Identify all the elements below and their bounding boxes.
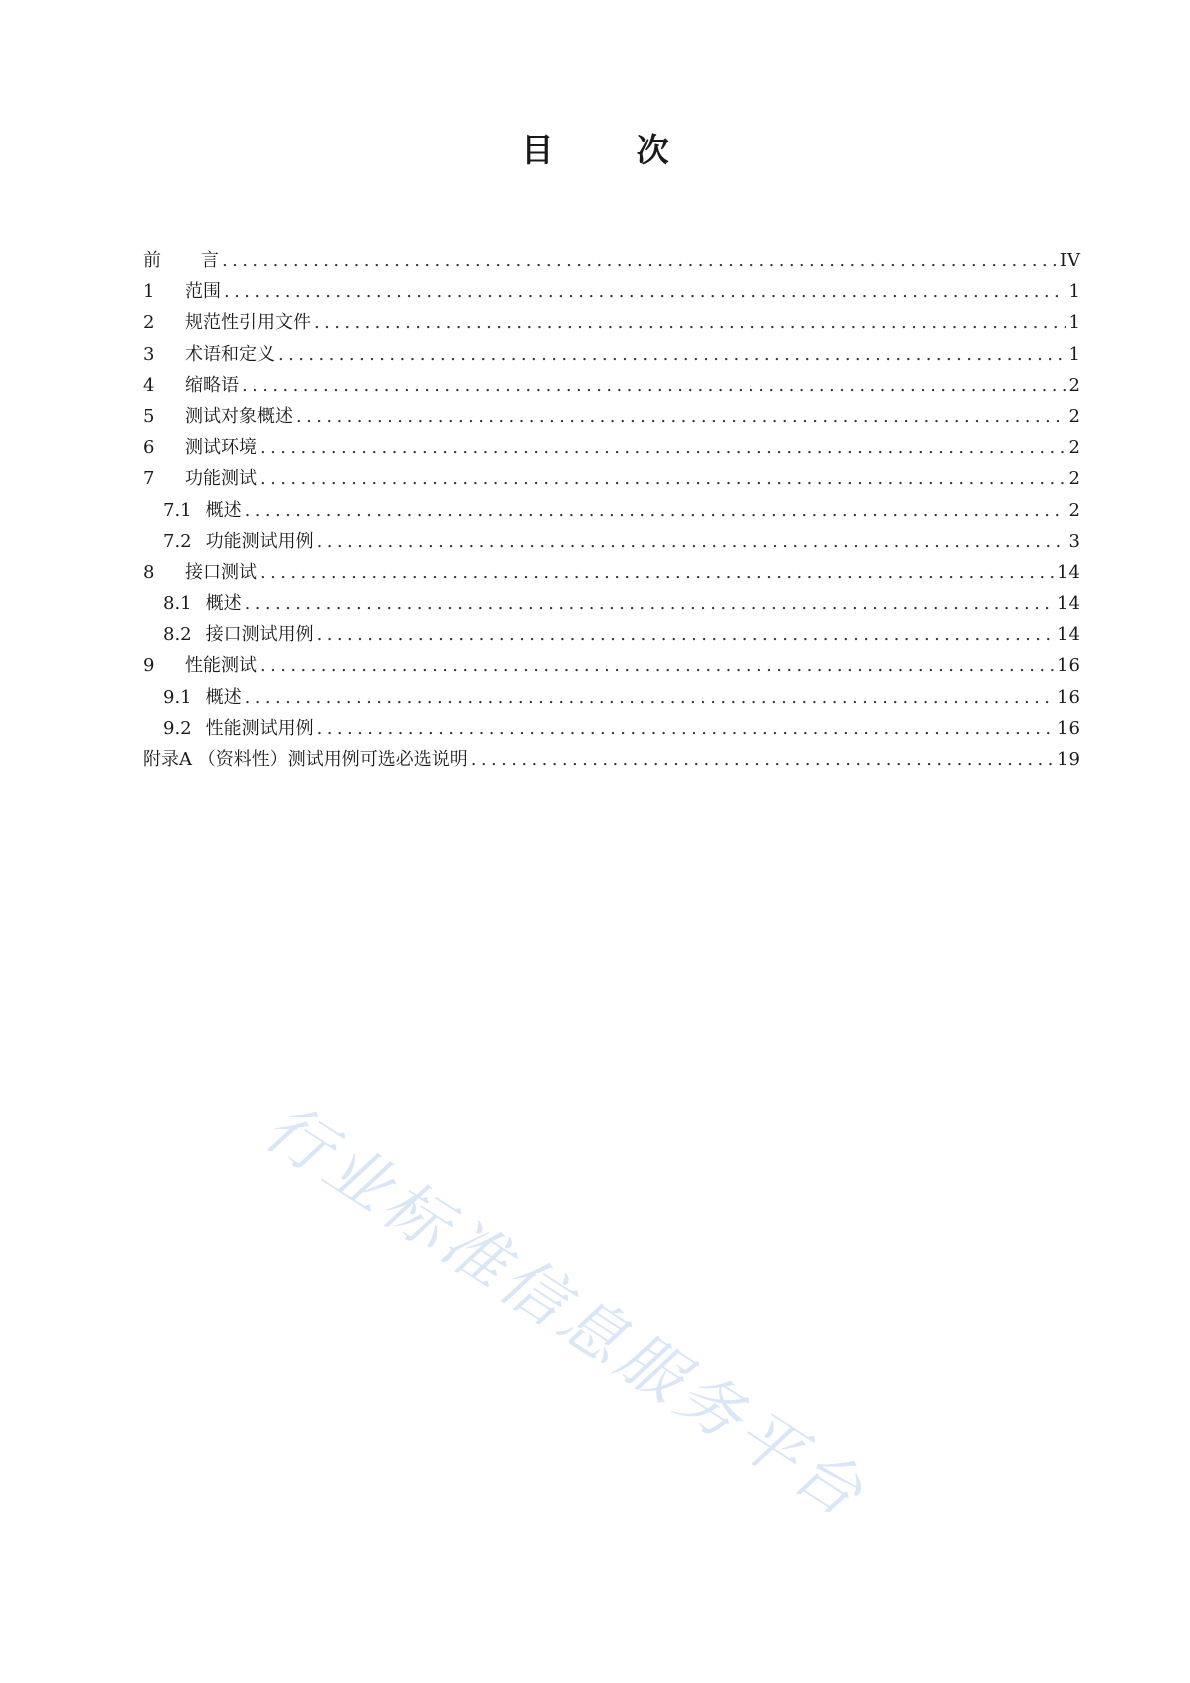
toc-entry-page: 16: [1057, 686, 1080, 708]
toc-entry-text: 前言: [143, 250, 219, 271]
toc-entry-text: 概述: [205, 593, 242, 615]
toc-entry-text: 概述: [205, 686, 242, 708]
toc-entry-6[interactable]: [143, 432, 1080, 463]
toc-entry-9-2[interactable]: [143, 713, 1080, 744]
toc-entry-text: 性能测试用例: [205, 717, 314, 739]
toc-entry-number: 7.1: [163, 499, 192, 521]
toc-leader-dots: [260, 650, 1054, 681]
toc-entry-text: 概述: [205, 499, 242, 521]
toc-entry-text: 范围: [185, 281, 221, 303]
toc-entry-number: 4: [143, 374, 155, 396]
toc-leader-dots: [260, 557, 1054, 588]
watermark: 行业标准信息服务平台: [251, 1090, 879, 1534]
toc-entry-page: 2: [1068, 374, 1080, 396]
toc-leader-dots: [245, 682, 1054, 713]
toc-entry-text: 功能测试: [185, 468, 257, 490]
toc-entry-2[interactable]: [143, 307, 1080, 338]
toc-entry-page: 14: [1057, 624, 1080, 646]
toc-entry-page: 16: [1057, 655, 1080, 677]
toc-entry-number: 9.1: [163, 686, 192, 708]
toc-leader-dots: [222, 245, 1057, 276]
toc-entry-text: 附录A （资料性）测试用例可选必选说明: [143, 749, 468, 770]
toc-entry-7-1[interactable]: [143, 495, 1080, 526]
toc-entry-7-2[interactable]: [143, 526, 1080, 557]
toc-leader-dots: [278, 339, 1066, 370]
toc-entry-8[interactable]: [143, 557, 1080, 588]
toc-entry-page: 14: [1057, 593, 1080, 615]
toc-leader-dots: [296, 401, 1066, 432]
toc-entry-page: 1: [1068, 343, 1080, 365]
toc-entry-page: 2: [1068, 437, 1080, 459]
toc-entry-page: 2: [1068, 405, 1080, 427]
toc-leader-dots: [245, 588, 1054, 619]
toc-entry-text: 术语和定义: [185, 343, 275, 365]
toc-entry-number: 5: [143, 405, 155, 427]
toc-entry-number: 2: [143, 312, 155, 334]
toc-entry-number: 8.2: [163, 624, 192, 646]
toc-entry-page: 2: [1068, 499, 1080, 521]
toc-entry-page: 14: [1057, 561, 1080, 583]
toc-entry-1[interactable]: [143, 276, 1080, 307]
toc-entry-page: 1: [1068, 281, 1080, 303]
toc-entry-8-1[interactable]: [143, 588, 1080, 619]
toc-entry-page: 1: [1068, 312, 1080, 334]
toc-entry-number: 8: [143, 561, 155, 583]
toc-entry-number: 6: [143, 437, 155, 459]
toc-entry-text: 接口测试: [185, 561, 257, 583]
toc-leader-dots: [242, 370, 1066, 401]
toc-leader-dots: [317, 619, 1054, 650]
toc-entry-page: IV: [1059, 250, 1080, 271]
toc-entry-3[interactable]: [143, 339, 1080, 370]
toc-entry-page: 16: [1057, 717, 1080, 739]
toc-entry-text: 规范性引用文件: [185, 312, 311, 334]
toc-leader-dots: [245, 495, 1066, 526]
toc-entry-text: 测试环境: [185, 437, 257, 459]
toc-entry-number: 9: [143, 655, 155, 677]
toc-entry-number: 1: [143, 281, 155, 303]
toc-entry-page: 2: [1068, 468, 1080, 490]
toc-entry-number: 3: [143, 343, 155, 365]
toc-leader-dots: [317, 713, 1054, 744]
toc-title: 目 次: [521, 131, 705, 169]
toc-entry-page: 3: [1068, 530, 1080, 552]
toc-entry-page: 19: [1057, 749, 1080, 770]
toc-entry-9[interactable]: [143, 650, 1080, 681]
toc-entry-text: 功能测试用例: [205, 530, 314, 552]
toc-leader-dots: [260, 463, 1066, 494]
toc-entry-text: 测试对象概述: [185, 405, 293, 427]
toc-entry-text: 缩略语: [185, 374, 239, 396]
toc-leader-dots: [317, 526, 1066, 557]
toc-entry-number: 7: [143, 468, 155, 490]
toc-leader-dots: [314, 307, 1066, 338]
toc-entry-appendix-a[interactable]: [143, 744, 1080, 775]
toc-entry-number: 7.2: [163, 530, 192, 552]
toc-entry-5[interactable]: [143, 401, 1080, 432]
toc-leader-dots: [260, 432, 1066, 463]
toc-entry-text: 接口测试用例: [205, 624, 314, 646]
table-of-contents: [143, 245, 1080, 775]
toc-leader-dots: [224, 276, 1066, 307]
toc-leader-dots: [471, 744, 1054, 775]
toc-entry-7[interactable]: [143, 463, 1080, 494]
toc-entry-number: 9.2: [163, 717, 192, 739]
toc-entry-8-2[interactable]: [143, 619, 1080, 650]
toc-entry-9-1[interactable]: [143, 682, 1080, 713]
toc-entry-preface[interactable]: [143, 245, 1080, 276]
toc-entry-4[interactable]: [143, 370, 1080, 401]
toc-entry-number: 8.1: [163, 593, 192, 615]
toc-entry-text: 性能测试: [185, 655, 257, 677]
